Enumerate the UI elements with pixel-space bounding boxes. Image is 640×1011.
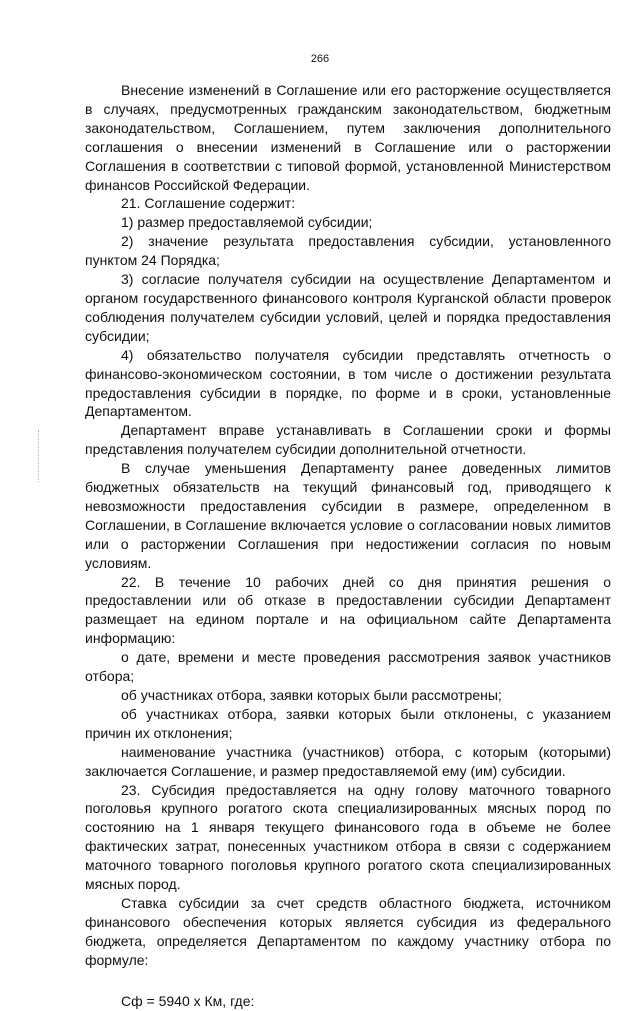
- paragraph-22-item-rejected: об участниках отбора, заявки которых были отклонены, с указанием причин их отклонения;: [85, 705, 611, 741]
- paragraph-21-item-4: 4) обязательство получателя субсидии представлять отчетность о финансово-экономическом состоянии, в том числе о достижении результата предоставления субсидии в порядке, по форме и в сроки, установленные Департаментом.: [85, 346, 611, 420]
- formula: Сф = 5940 х Км, где:: [121, 992, 255, 1009]
- paragraph-extra-reporting: Департамент вправе устанавливать в Соглашении сроки и формы представления получателем субсидии дополнительной отчетности.: [85, 422, 611, 458]
- page-number: 266: [310, 53, 330, 65]
- paragraph-limits-reduction: В случае уменьшения Департаменту ранее доведенных лимитов бюджетных обязательств на текущий финансовый год, приводящего к невозможности предоставления субсидии в размере, определенном в Соглашении, в Соглашение включается условие о согласовании новых лимитов или о расторжении Соглашения при недостижении согласия по новым условиям.: [85, 460, 611, 571]
- paragraph-22-item-date: о дате, времени и месте проведения рассмотрения заявок участников отбора;: [85, 649, 611, 685]
- paragraph-21-heading: 21. Соглашение содержит:: [121, 195, 296, 212]
- paragraph-22-item-winner: наименование участника (участников) отбора, с которым (которыми) заключается Соглашение, и размер предоставляемой ему (им) субсидии.: [85, 743, 611, 779]
- paragraph-21-item-2: 2) значение результата предоставления субсидии, установленного пунктом 24 Порядка;: [85, 233, 611, 269]
- paragraph-amendment: Внесение изменений в Соглашение или его расторжение осуществляется в случаях, предусмотренных гражданским законодательством, бюджетным законодательством, Соглашением, путем заключения дополнительного соглашения о внесении изменений в Соглашение или о расторжении Соглашения в соответствии с типовой формой, установленной Министерством финансов Российской Федерации.: [85, 82, 611, 193]
- paragraph-22-heading: 22. В течение 10 рабочих дней со дня принятия решения о предоставлении или об отказе в предоставлении субсидии Департамент размещает на едином портале и на официальном сайте Департамента информацию:: [85, 573, 611, 647]
- scan-artifact: [38, 430, 40, 482]
- paragraph-23: 23. Субсидия предоставляется на одну голову маточного товарного поголовья крупного рогатого скота специализированных мясных пород по состоянию на 1 января текущего финансового года в объеме не более фактических затрат, понесенных участником отбора в связи с содержанием маточного товарного поголовья крупного рогатого скота специализированных мясных пород.: [85, 781, 611, 893]
- paragraph-22-item-reviewed: об участниках отбора, заявки которых были рассмотрены;: [121, 687, 502, 703]
- paragraph-21-item-3: 3) согласие получателя субсидии на осуществление Департаментом и органом государственного финансового контроля Курганской области проверок соблюдения получателем субсидии условий, целей и порядка предоставления субсидии;: [85, 271, 611, 344]
- paragraph-subsidy-rate: Ставка субсидии за счет средств областного бюджета, источником финансового обеспечения которых является субсидия из федерального бюджета, определяется Департаментом по каждому участнику отбора по формуле:: [85, 894, 611, 968]
- document-body: [85, 81, 611, 1011]
- paragraph-21-item-1: 1) размер предоставляемой субсидии;: [121, 214, 373, 231]
